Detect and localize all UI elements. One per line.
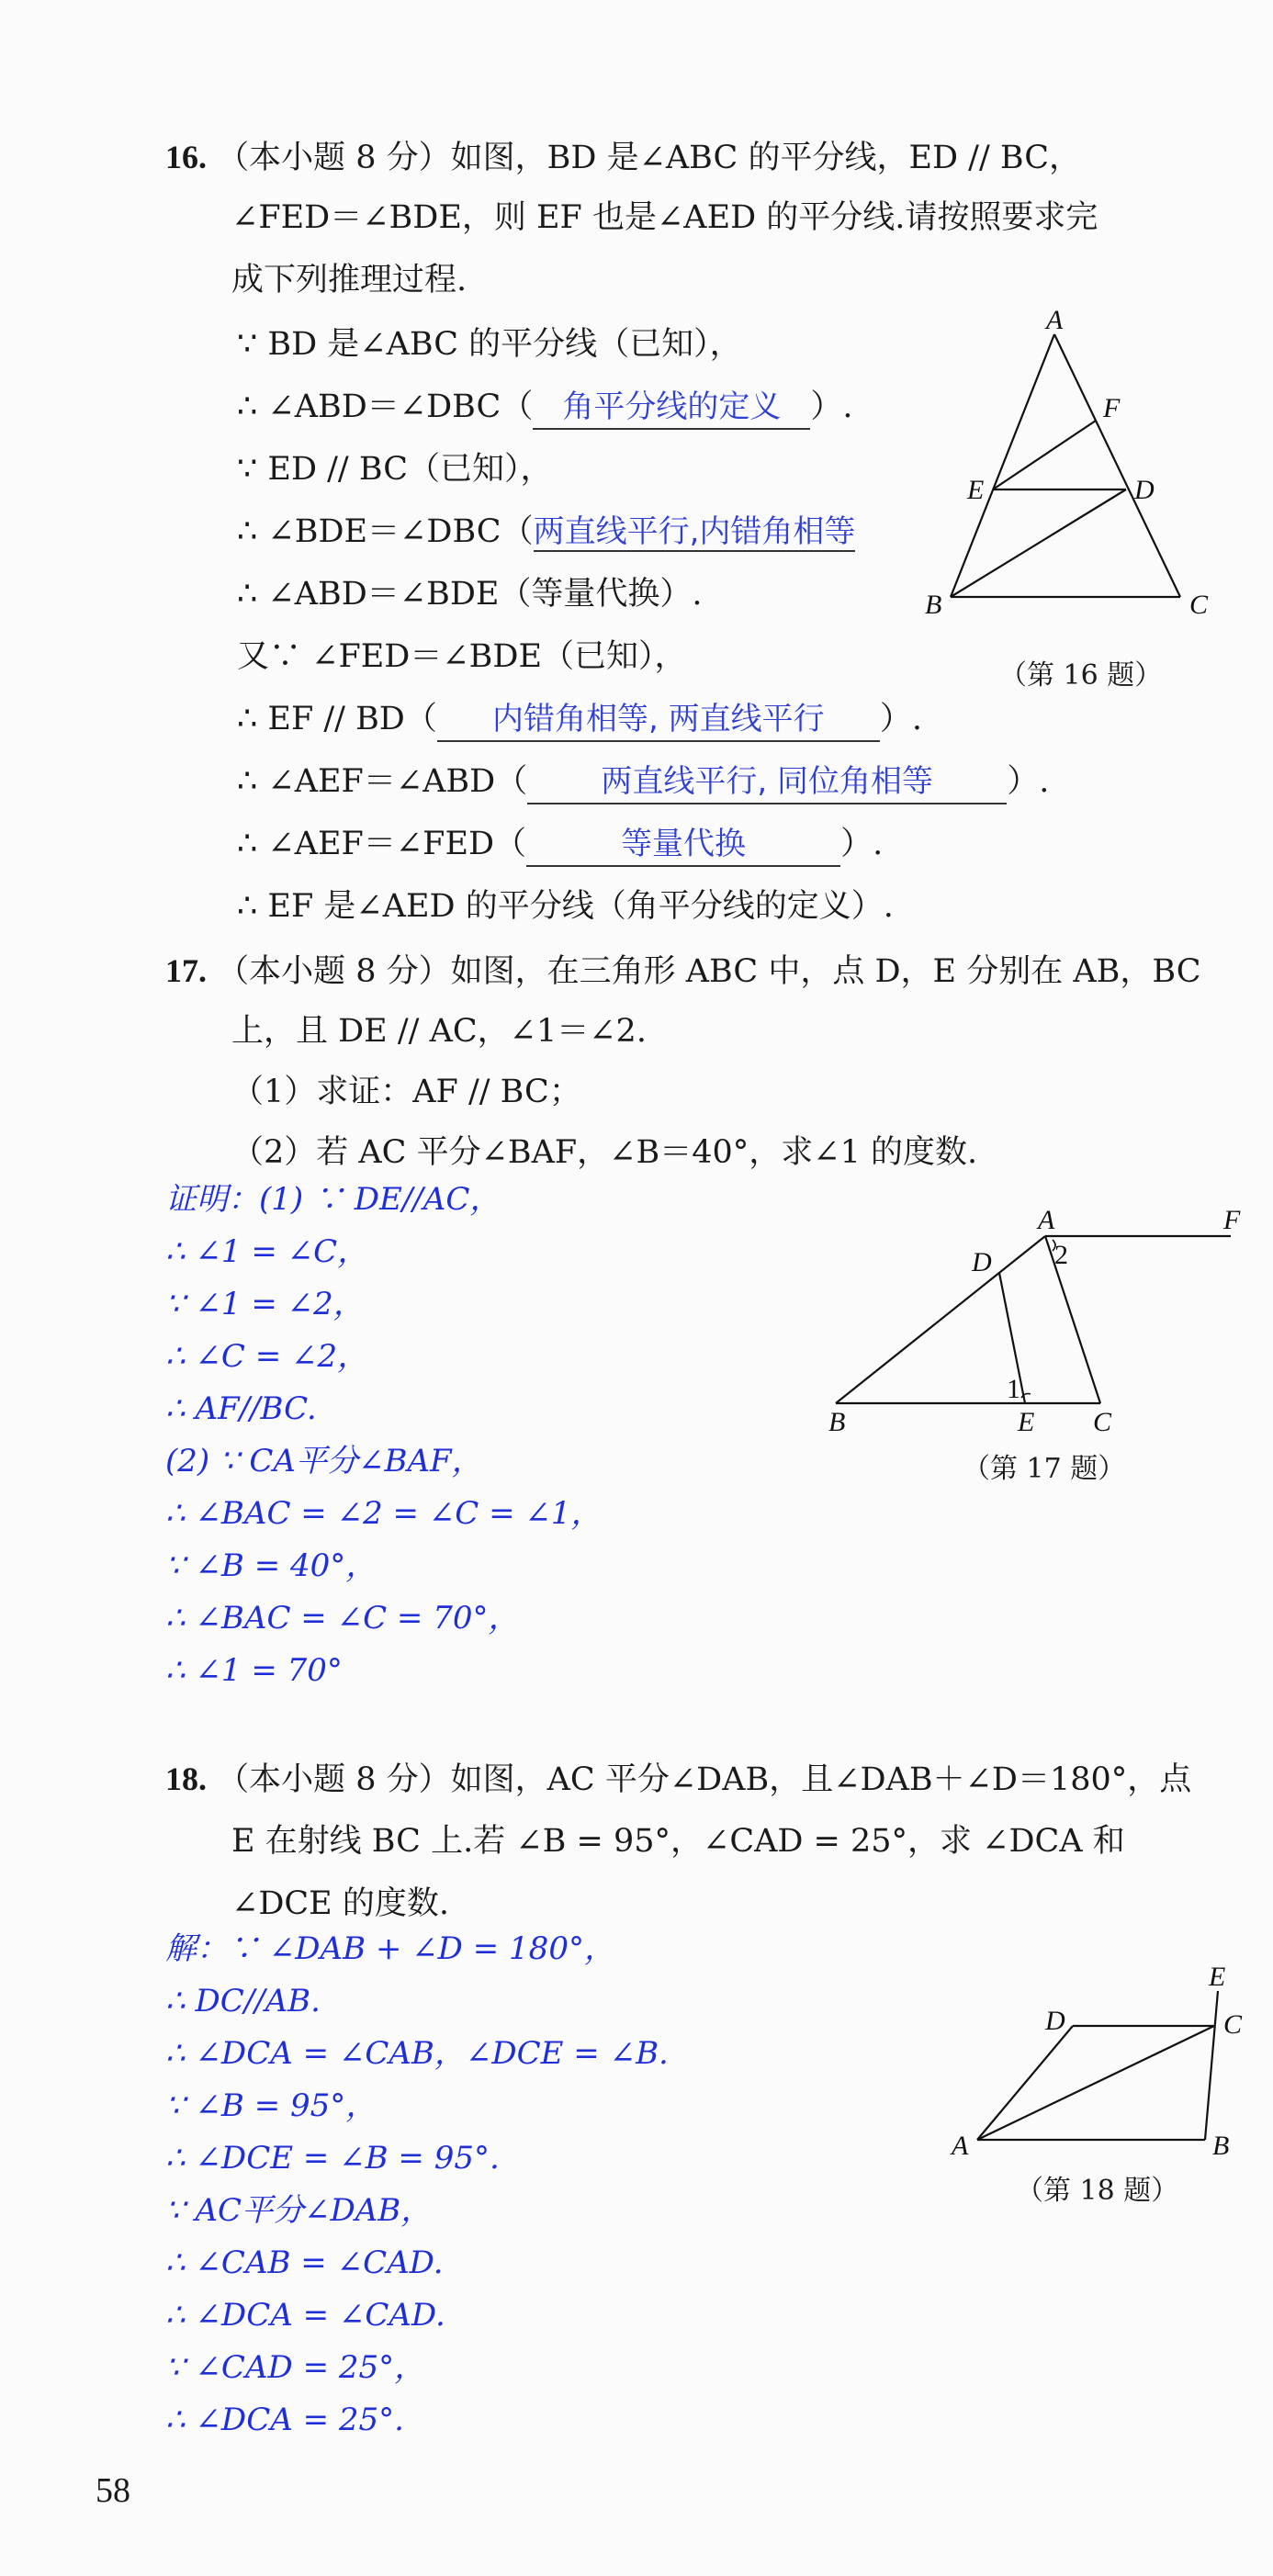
q16-step8-prefix: ∴ ∠AEF＝∠ABD（	[237, 763, 528, 800]
q16-step3: ∵ ED // BC（已知），	[237, 451, 553, 488]
q17-label-E: E	[1018, 1407, 1035, 1437]
q16-label-B: B	[925, 590, 942, 620]
q17-solution-line: ∵ ∠B = 40°，	[165, 1547, 377, 1584]
q17-solution-line: ∴ ∠1 = ∠C，	[165, 1233, 369, 1270]
q18-ray-BE	[1205, 1991, 1218, 2140]
q18-figure	[937, 1962, 1258, 2177]
q18-side-AD	[977, 2026, 1073, 2140]
q18-number: 18.	[165, 1760, 207, 1797]
q16-step9	[237, 823, 883, 867]
q17-line1	[165, 950, 1200, 993]
q18-line3: ∠DCE 的度数.	[231, 1885, 449, 1922]
q16-step7	[237, 698, 922, 742]
q18-label-A: A	[952, 2131, 969, 2161]
q18-label-E: E	[1209, 1962, 1226, 1992]
q16-number: 16.	[165, 139, 207, 175]
q18-solution-line: ∴ ∠CAB = ∠CAD.	[165, 2244, 444, 2281]
q17-solution-line: ∴ ∠BAC = ∠C = 70°，	[165, 1600, 520, 1637]
q16-step8	[237, 760, 1049, 804]
q16-answer-1: 角平分线的定义	[533, 386, 810, 430]
q17-label-B: B	[828, 1407, 846, 1437]
q16-answer-3: 内错角相等, 两直线平行	[437, 698, 880, 742]
q18-solution-line: ∴ DC//AB.	[165, 1983, 321, 2019]
q17-caption: （第 17 题）	[963, 1453, 1126, 1485]
q18-label-B: B	[1212, 2131, 1230, 2161]
q18-solution-line: ∵ AC平分∠DAB，	[165, 2192, 433, 2229]
q17-solution-line: ∴ ∠BAC = ∠2 = ∠C = ∠1，	[165, 1495, 603, 1532]
q16-step9-suffix: ）.	[840, 826, 884, 862]
q18-solution-line: 解：∵ ∠DAB + ∠D = 180°，	[165, 1930, 615, 1967]
q16-answer-4: 两直线平行, 同位角相等	[527, 760, 1007, 804]
q17-solution-line: ∴ ∠C = ∠2，	[165, 1338, 369, 1375]
q16-label-C: C	[1189, 590, 1209, 620]
q17-label-F: F	[1223, 1205, 1241, 1235]
q17-label-two: 2	[1054, 1240, 1068, 1270]
q16-label-E: E	[967, 475, 985, 505]
q17-solution-line: ∴ AF//BC.	[165, 1390, 317, 1427]
q17-solution-line: ∵ ∠1 = ∠2，	[165, 1286, 365, 1322]
q17-figure	[817, 1194, 1249, 1460]
q18-solution-line: ∴ ∠DCE = ∠B = 95°.	[165, 2140, 500, 2177]
q16-segment-BD	[951, 489, 1126, 597]
q18-solution-line: ∴ ∠DCA = 25°.	[165, 2402, 404, 2438]
q18-text-1: （本小题 8 分）如图，AC 平分∠DAB，且∠DAB＋∠D＝180°，点	[217, 1761, 1192, 1798]
q17-label-one: 1	[1007, 1374, 1020, 1404]
q17-label-D: D	[972, 1247, 992, 1277]
q17-text-1: （本小题 8 分）如图，在三角形 ABC 中，点 D，E 分别在 AB，BC	[217, 953, 1201, 990]
q18-line2: E 在射线 BC 上.若 ∠B = 95°，∠CAD = 25°，求 ∠DCA 和	[231, 1823, 1125, 1860]
q16-step6: 又∵ ∠FED＝∠BDE（已知），	[237, 638, 687, 675]
q18-caption: （第 18 题）	[1016, 2175, 1179, 2207]
q16-step7-suffix: ）.	[879, 701, 922, 737]
q17-label-C: C	[1093, 1407, 1112, 1437]
q16-line2: ∠FED＝∠BDE，则 EF 也是∠AED 的平分线.请按照要求完	[231, 199, 1098, 236]
q18-solution-line: ∴ ∠DCA = ∠CAD.	[165, 2297, 445, 2334]
q16-step1: ∵ BD 是∠ABC 的平分线（已知），	[237, 326, 742, 363]
q16-line3: 成下列推理过程.	[231, 262, 468, 298]
page-number: 58	[96, 2471, 130, 2510]
q18-solution-line: ∵ ∠B = 95°，	[165, 2087, 377, 2124]
q16-label-F: F	[1103, 393, 1121, 423]
q16-step8-suffix: ）.	[1007, 763, 1050, 800]
q17-side-AC	[1045, 1236, 1100, 1403]
q16-step2	[237, 386, 852, 430]
q16-step4	[237, 511, 855, 553]
q16-step9-prefix: ∴ ∠AEF＝∠FED（	[237, 826, 527, 862]
q17-line2: 上，且 DE // AC，∠1＝∠2.	[231, 1013, 647, 1050]
q16-label-A: A	[1046, 305, 1064, 335]
q16-text-1: （本小题 8 分）如图，BD 是∠ABC 的平分线，ED // BC，	[217, 140, 1082, 176]
q16-step2-prefix: ∴ ∠ABD＝∠DBC（	[237, 388, 534, 425]
q16-side-AB	[951, 334, 1054, 597]
q16-answer-5: 等量代换	[526, 823, 840, 867]
q16-step5: ∴ ∠ABD＝∠BDE（等量代换）.	[237, 576, 703, 613]
q16-step4-prefix: ∴ ∠BDE＝∠DBC（	[237, 513, 534, 550]
q16-step10: ∴ EF 是∠AED 的平分线（角平分线的定义）.	[237, 888, 894, 925]
q17-part1: （1）求证：AF // BC；	[231, 1074, 581, 1110]
q16-figure	[914, 303, 1235, 634]
q16-caption: （第 16 题）	[999, 659, 1163, 692]
q18-diagonal-AC	[977, 2026, 1214, 2140]
q18-label-D: D	[1045, 2006, 1065, 2036]
q17-solution-line: ∴ ∠1 = 70°	[165, 1652, 343, 1689]
q18-line1	[165, 1758, 1191, 1801]
q17-part2: （2）若 AC 平分∠BAF，∠B＝40°，求∠1 的度数.	[231, 1134, 978, 1171]
q16-line1	[165, 136, 1081, 179]
q17-solution-line: 证明：(1) ∵ DE//AC，	[165, 1181, 501, 1218]
q17-number: 17.	[165, 952, 207, 989]
q18-label-C: C	[1223, 2009, 1243, 2040]
q18-solution-line: ∵ ∠CAD = 25°，	[165, 2349, 426, 2386]
q18-solution-line: ∴ ∠DCA = ∠CAB，∠DCE = ∠B.	[165, 2035, 669, 2072]
q16-step7-prefix: ∴ EF // BD（	[237, 701, 437, 737]
q16-answer-2: 两直线平行,内错角相等	[533, 513, 856, 550]
q17-solution-line: (2) ∵ CA平分∠BAF，	[165, 1443, 483, 1479]
q16-side-AC	[1054, 334, 1180, 597]
q17-label-A: A	[1038, 1205, 1055, 1235]
q16-step2-suffix: ）.	[810, 388, 853, 425]
q16-segment-EF	[993, 421, 1096, 489]
q16-label-D: D	[1134, 475, 1155, 505]
